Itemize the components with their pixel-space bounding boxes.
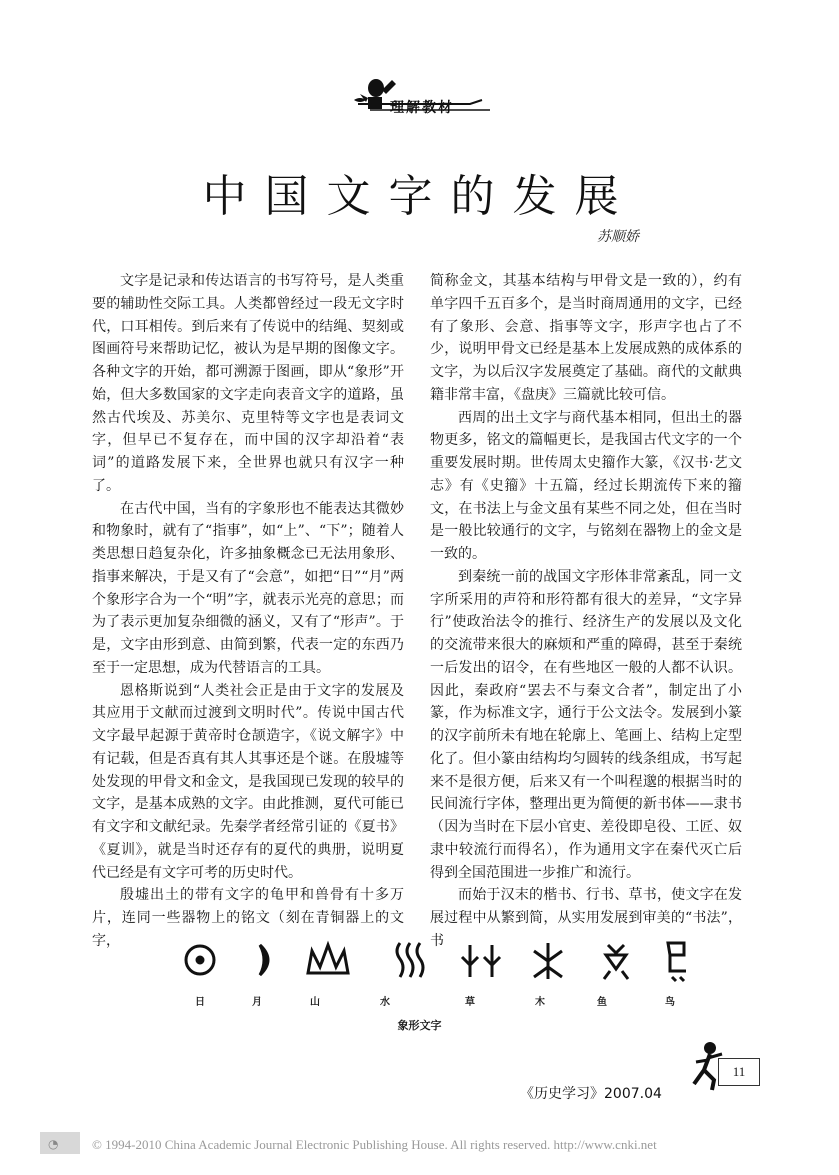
- pictograph-label: 鸟: [665, 997, 675, 1008]
- sun-pictograph: [186, 946, 214, 974]
- paragraph: 而始于汉末的楷书、行书、草书，使文字在发展过程中从繁到简，从实用发展到审美的“书法”，书: [430, 887, 742, 949]
- pictograph-label: 木: [535, 997, 545, 1008]
- mountain-pictograph: [308, 945, 348, 973]
- pictograph-label: 草: [465, 997, 475, 1008]
- grass-pictograph: [462, 945, 500, 977]
- tree-pictograph: [534, 943, 562, 979]
- pictograph-strip: [170, 937, 690, 983]
- article-author: 苏顺娇: [597, 229, 639, 245]
- paragraph: 殷墟出土的带有文字的龟甲和兽骨有十多万片，连同一些器物上的铭文（刻在青铜器上的文字，: [92, 887, 404, 949]
- paragraph: 文字是记录和传达语言的书写符号，是人类重要的辅助性交际工具。人类都曾经过一段无文字时代，口耳相传。到后来有了传说中的结绳、契刻或图画符号来帮助记忆，被认为是早期的图像文字。各种文字的开始，都可溯源于图画，即从“象形”开始，但大多数国家的文字走向表音文字的道路，虽然古代埃及、苏美尔、克里特等文字也是表词文字，但早已不复存在，而中国的汉字却沿着“表词”的道路发展下来，全世界也就只有汉字一种了。: [92, 273, 404, 494]
- pictograph-label: 鱼: [597, 997, 607, 1008]
- section-label: 理解教材: [390, 100, 454, 116]
- pictograph-label: 山: [310, 997, 320, 1008]
- right-column: [430, 270, 742, 953]
- fish-pictograph: [604, 945, 628, 979]
- paragraph: 简称金文，其基本结构与甲骨文是一致的），约有单字四千五百多个，是当时商周通用的文字，已经有了象形、会意、指事等文字，形声字也占了不少，说明甲骨文已经是基本上发展成熟的成体系的文字，为以后汉字发展奠定了基础。商代的文献典籍非常丰富，《盘庚》三篇就比较可信。: [430, 273, 742, 403]
- page-number: 11: [718, 1058, 760, 1086]
- article-title: 中国文字的发展: [202, 171, 637, 222]
- copyright-notice: © 1994-2010 China Academic Journal Electronic Publishing House. All rights reserved. http://www.cnki.net: [92, 1137, 657, 1152]
- cnki-logo-icon: [40, 1130, 80, 1156]
- pictograph-label: 日: [195, 997, 205, 1008]
- paragraph: 西周的出土文字与商代基本相同，但出土的器物更多，铭文的篇幅更长，是我国古代文字的一个重要发展时期。世传周太史籀作大篆，《汉书·艺文志》有《史籀》十五篇，经过长期流传下来的籀文，在书法上与金文虽有某些不同之处，但在当时是一般比较通行的文字，与铭刻在器物上的金文是一致的。: [430, 409, 742, 562]
- moon-pictograph: [260, 945, 268, 975]
- water-pictograph: [397, 943, 423, 977]
- figure-caption: 象形文字: [397, 1019, 442, 1032]
- pictograph-label: 水: [380, 997, 390, 1008]
- svg-text:◔: ◔: [48, 1137, 59, 1151]
- bird-pictograph: [668, 943, 686, 981]
- paragraph: 在古代中国，当有的字象形也不能表达其微妙和物象时，就有了“指事”，如“上”、“下”；随着人类思想日趋复杂化，许多抽象概念已无法用象形、指事来解决，于是又有了“会意”，如把“日”“月”两个象形字合为一个“明”字，就表示光亮的意思；而为了表示更加复杂细微的涵义，又有了“形声”。于是，文字由形到意、由简到繁，代表一定的东西乃至于一定思想，成为代替语言的工具。: [92, 500, 404, 676]
- left-column: [92, 270, 404, 953]
- pictograph-label: 月: [252, 997, 262, 1008]
- journal-issue: 《历史学习》2007.04: [520, 1086, 662, 1102]
- paragraph: 到秦统一前的战国文字形体非常紊乱，同一文字所采用的声符和形符都有很大的差异，“文字异行”使政治法令的推行、经济生产的发展以及文化的交流带来很大的麻烦和严重的障碍，甚至于秦统一后发出的诏令，在有些地区一般的人都不认识。因此，秦政府“罢去不与秦文合者”，制定出了小篆，作为标准文字，通行于公文法令。发展到小篆的汉字前所未有地在轮廓上、笔画上、结构上定型化了。但小篆由结构均匀圆转的线条组成，书写起来不是很方便，后来又有一个叫程邈的根据当时的民间流行字体，整理出更为简便的新书体——隶书（因为当时在下层小官吏、差役即皂役、工匠、奴隶中较流行而得名），作为通用文字在秦代灭亡后得到全国范围进一步推广和流行。: [430, 568, 742, 881]
- paragraph: 恩格斯说到“人类社会正是由于文字的发展及其应用于文献而过渡到文明时代”。传说中国古代文字最早起源于黄帝时仓颉造字，《说文解字》中有记载，但是否真有其人其事还是个谜。在殷墟等处发现的甲骨文和金文，是我国现已发现的较早的文字，是基本成熟的文字。由此推测，夏代可能已有文字和文献纪录。先秦学者经常引证的《夏书》《夏训》，就是当时还存有的夏代的典册，说明夏代已经是有文字可考的历史时代。: [92, 682, 404, 881]
